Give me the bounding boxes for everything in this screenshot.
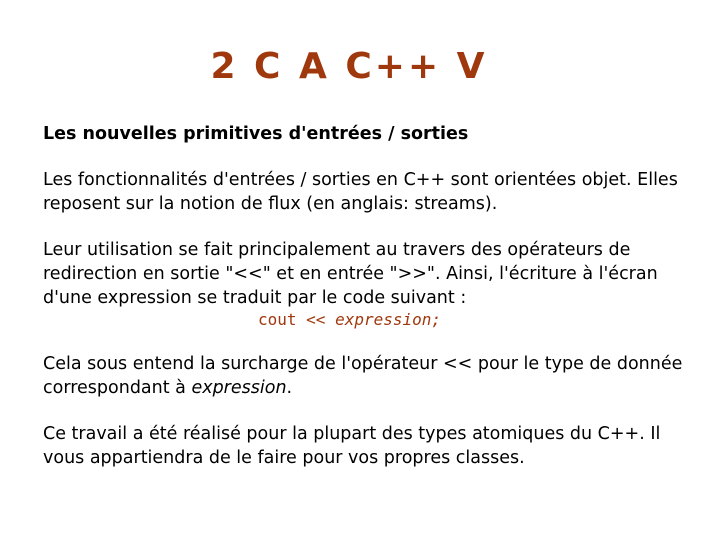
paragraph-conclusion: Ce travail a été réalisé pour la plupart des types atomiques du C++. Il vous appartiendra de le faire pour vos propres classes. [43, 424, 661, 468]
slide-title: 2 C A C++ V [210, 46, 488, 87]
paragraph-overload [43, 352, 703, 400]
paragraph-intro: Les fonctionnalités d'entrées / sorties en C++ sont orientées objet. Elles reposent sur la notion de flux (en anglais: streams). [43, 170, 678, 214]
paragraph-overload-text: Cela sous entend la surcharge de l'opérateur << pour le type de donnée correspondant à [43, 354, 683, 398]
section-subtitle: Les nouvelles primitives d'entrées / sorties [43, 124, 469, 144]
code-example [258, 310, 703, 330]
paragraph-operators [43, 238, 703, 330]
code-prefix: cout << [258, 310, 336, 329]
paragraph-overload-emphasis: expression [191, 378, 287, 398]
slide-content [43, 122, 703, 492]
paragraph-overload-end: . [286, 378, 293, 398]
paragraph-operators-text: Leur utilisation se fait principalement au travers des opérateurs de redirection en sortie "<<" et en entrée ">>". Ainsi, l'écriture à l'écran d'une expression se traduit par le code suivant : [43, 240, 658, 308]
code-expression: expression; [335, 310, 442, 329]
